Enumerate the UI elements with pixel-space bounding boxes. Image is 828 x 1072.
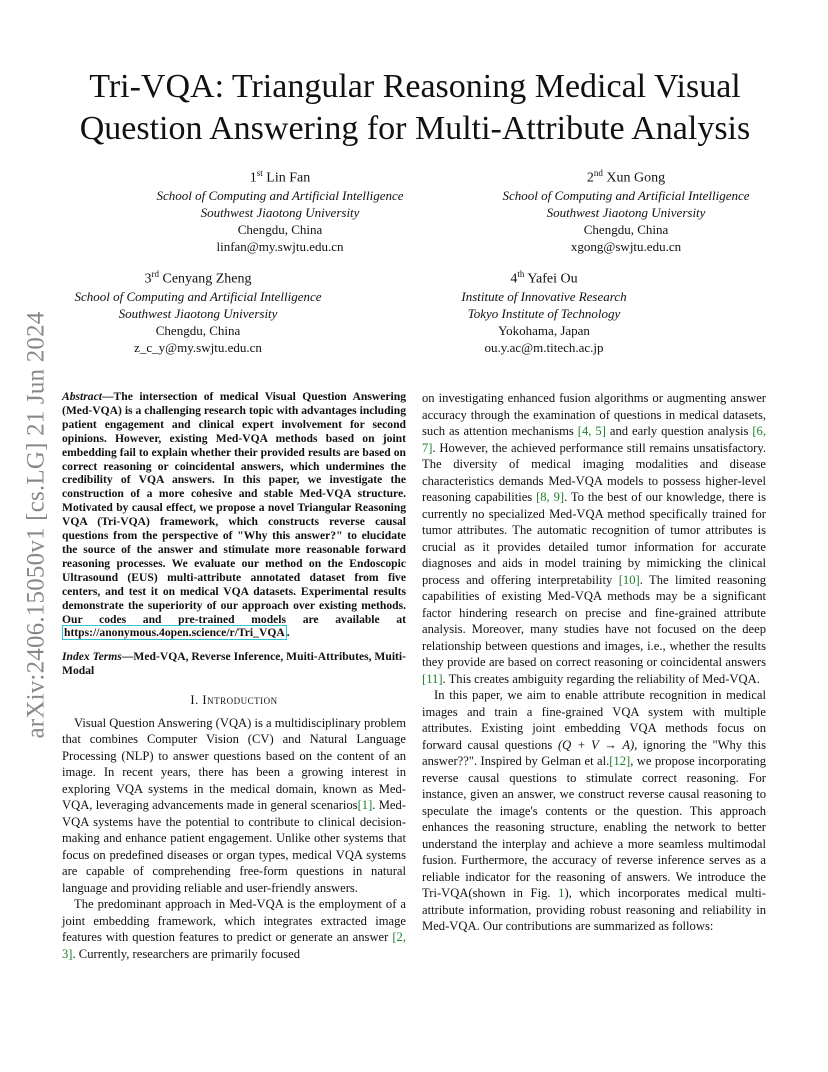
author-block-4 (446, 266, 642, 356)
arxiv-identifier-text: arXiv:2406.15050v1 [cs.LG] 21 Jun 2024 (22, 311, 49, 739)
author-institution: Southwest Jiaotong University (546, 204, 706, 220)
author-institution: Southwest Jiaotong University (118, 305, 278, 321)
figure-link[interactable]: 1 (558, 886, 565, 900)
intro-paragraph-2: The predominant approach in Med-VQA is the employment of a joint embedding framework, which integrates extracted image features with question features to predict or generate an answer [2, 3]. Currently, researchers are primarily focused (62, 897, 406, 961)
author-name: 1st Lin Fan (249, 168, 311, 186)
citation-link[interactable]: [11] (422, 671, 443, 686)
paper-title: Tri-VQA: Triangular Reasoning Medical Visual Question Answering for Multi-Attribute Analysis (79, 68, 751, 147)
citation-link[interactable]: [12] (609, 754, 631, 768)
citation-link[interactable]: [6, 7] (422, 424, 766, 455)
author-institution: Southwest Jiaotong University (200, 204, 360, 220)
citation-link[interactable]: [1] (357, 798, 373, 813)
author-block-3 (60, 266, 336, 356)
author-institution: Tokyo Institute of Technology (467, 305, 621, 321)
author-city: Chengdu, China (155, 322, 241, 338)
intro-paragraph-2-continued: on investigating enhanced fusion algorithms or augmenting answer accuracy through the examination of questions in medical datasets, such as attention mechanisms [4, 5] and early question analysis [6, 7]. However, the achieved performance still remains unsatisfactory. The diversity of medical imaging modalities and disease characteristics demands Med-VQA models to possess higher-level reasoning capabilities [8, 9]. To the best of our knowledge, there is currently no specialized Med-VQA method specifically trained for tumor attributes. The automatic recognition of tumor attributes is crucial as it provides detailed tumor information for accurate diagnoses and aids in model training by mimicking the clinical process and offering interpretability [10]. The limited reasoning capabilities of existing Med-VQA methods may be a significant factor hindering research on precise and fine-grained attribute analysis. Moreover, many studies have not focused on the deep relationship between questions and images, i.e., whether the results they provide are based on correct reasoning or coincidental answers [11]. This creates ambiguity regarding the reliability of Med-VQA. (422, 391, 767, 686)
author-email: z_c_y@my.swjtu.edu.cn (134, 339, 262, 355)
author-block-1 (140, 165, 420, 255)
arxiv-identifier (14, 290, 58, 760)
intro-paragraph-3: In this paper, we aim to enable attribute recognition in medical images and train a fine-grained VQA system with multiple attributes. Existing joint embedding VQA methods focus on forward causal questions (Q + V → A), ignoring the "Why this answer??". Inspired by Gelman et al.[12], we propose incorporating reverse causal questions to stimulate correct reasoning. For instance, given an answer, we construct reverse causal reasoning to speculate the image's contents or the question. This approach enhances the reasoning structure, enabling the network to better understand the interplay and achieve a more seamless multimodal fusion. Furthermore, the accuracy of reverse inference serves as a reliable indicator for the reasoning of answers. We introduce the Tri-VQA(shown in Fig. 1), which incorporates medical multi-attribute information, providing robust reasoning and reliability in Med-VQA. Our contributions are summarized as follows: (422, 688, 766, 933)
author-email: ou.y.ac@m.titech.ac.jp (484, 339, 604, 355)
author-name: 4th Yafei Ou (510, 269, 578, 287)
left-column (62, 390, 406, 962)
section-heading-introduction: I. Introduction (190, 693, 278, 708)
author-city: Chengdu, China (583, 221, 669, 237)
author-email: linfan@my.swjtu.edu.cn (216, 238, 344, 254)
author-affiliation: Institute of Innovative Research (461, 288, 627, 304)
author-affiliation: School of Computing and Artificial Intelligence (156, 187, 404, 203)
right-column (422, 390, 766, 935)
citation-link[interactable]: [8, 9] (536, 490, 565, 504)
citation-link[interactable]: [4, 5] (577, 424, 606, 438)
author-affiliation: School of Computing and Artificial Intelligence (74, 288, 322, 304)
author-affiliation: School of Computing and Artificial Intelligence (502, 187, 750, 203)
abstract-label: Abstract (62, 390, 102, 403)
index-terms-text: —Med-VQA, Reverse Inference, Muiti-Attributes, Muiti-Modal (62, 650, 406, 678)
intro-paragraph-1: Visual Question Answering (VQA) is a multidisciplinary problem that combines Computer Vision (CV) and Natural Language Processing (NLP) to answer questions based on the content of an image. In recent years, there has been a growing interest in exploring VQA systems in the medical domain, known as Med-VQA, leveraging advancements made in general scenarios[1]. Med-VQA systems have the potential to contribute to clinical decision-making and enhance patient engagement. Unlike other systems that focus on predefined diseases or organ types, medical VQA systems are capable of comprehending free-form questions in natural language and providing reliable and user-friendly answers. (62, 715, 406, 895)
author-city: Yokohama, Japan (498, 322, 590, 338)
author-email: xgong@swjtu.edu.cn (570, 238, 682, 254)
abstract-text: —The intersection of medical Visual Question Answering (Med-VQA) is a challenging research topic with advantages including patient engagement and clinical expert involvement for second opinions. However, existing Med-VQA methods based on joint embedding fail to explain whether their provided results are based on correct reasoning or coincidental answers, which undermines the credibility of VQA answers. In this paper, we investigate the construction of a more cohesive and stable Med-VQA structure. Motivated by causal effect, we propose a novel Triangular Reasoning VQA (Tri-VQA) framework, which constructs reverse causal questions from the perspective of "Why this answer?" to elucidate the source of the answer and stimulate more reasonable forward reasoning processes. We evaluate our method on the Endoscopic Ultrasound (EUS) multi-attribute annotated dataset from five centers, and test it on medical VQA datasets. Experimental results demonstrate the superiority of our approach over existing methods. Our codes and pre-trained models are available at (62, 390, 406, 626)
author-city: Chengdu, China (237, 221, 323, 237)
citation-link[interactable]: [10] (618, 572, 640, 587)
abstract: Abstract—The intersection of medical Visual Question Answering (Med-VQA) is a challenging research topic with advantages including patient engagement and clinical expert involvement for second opinions. However, existing Med-VQA methods based on joint embedding fail to explain whether their provided results are based on correct reasoning or coincidental answers, which undermines the credibility of VQA answers. In this paper, we investigate the construction of a more cohesive and stable Med-VQA structure. Motivated by causal effect, we propose a novel Triangular Reasoning VQA (Tri-VQA) framework, which constructs reverse causal questions from the perspective of "Why this answer?" to elucidate the source of the answer and stimulate more reasonable forward reasoning processes. We evaluate our method on the Endoscopic Ultrasound (EUS) multi-attribute annotated dataset from five centers, and test it on medical VQA datasets. Experimental results demonstrate the superiority of our approach over existing methods. Our codes and pre-trained models are available at https://anonymous.4open.science/r/Tri_VQA . (62, 390, 406, 640)
author-name: 3rd Cenyang Zheng (144, 269, 252, 287)
author-block-2 (484, 165, 768, 255)
citation-link[interactable]: [2, 3] (62, 930, 406, 961)
code-link[interactable]: https://anonymous.4open.science/r/Tri_VQA (64, 626, 285, 640)
index-terms-label: Index Terms (62, 650, 122, 664)
index-terms (62, 650, 406, 678)
author-name: 2nd Xun Gong (586, 168, 666, 186)
math-expression: (Q + V → A) (557, 737, 635, 752)
